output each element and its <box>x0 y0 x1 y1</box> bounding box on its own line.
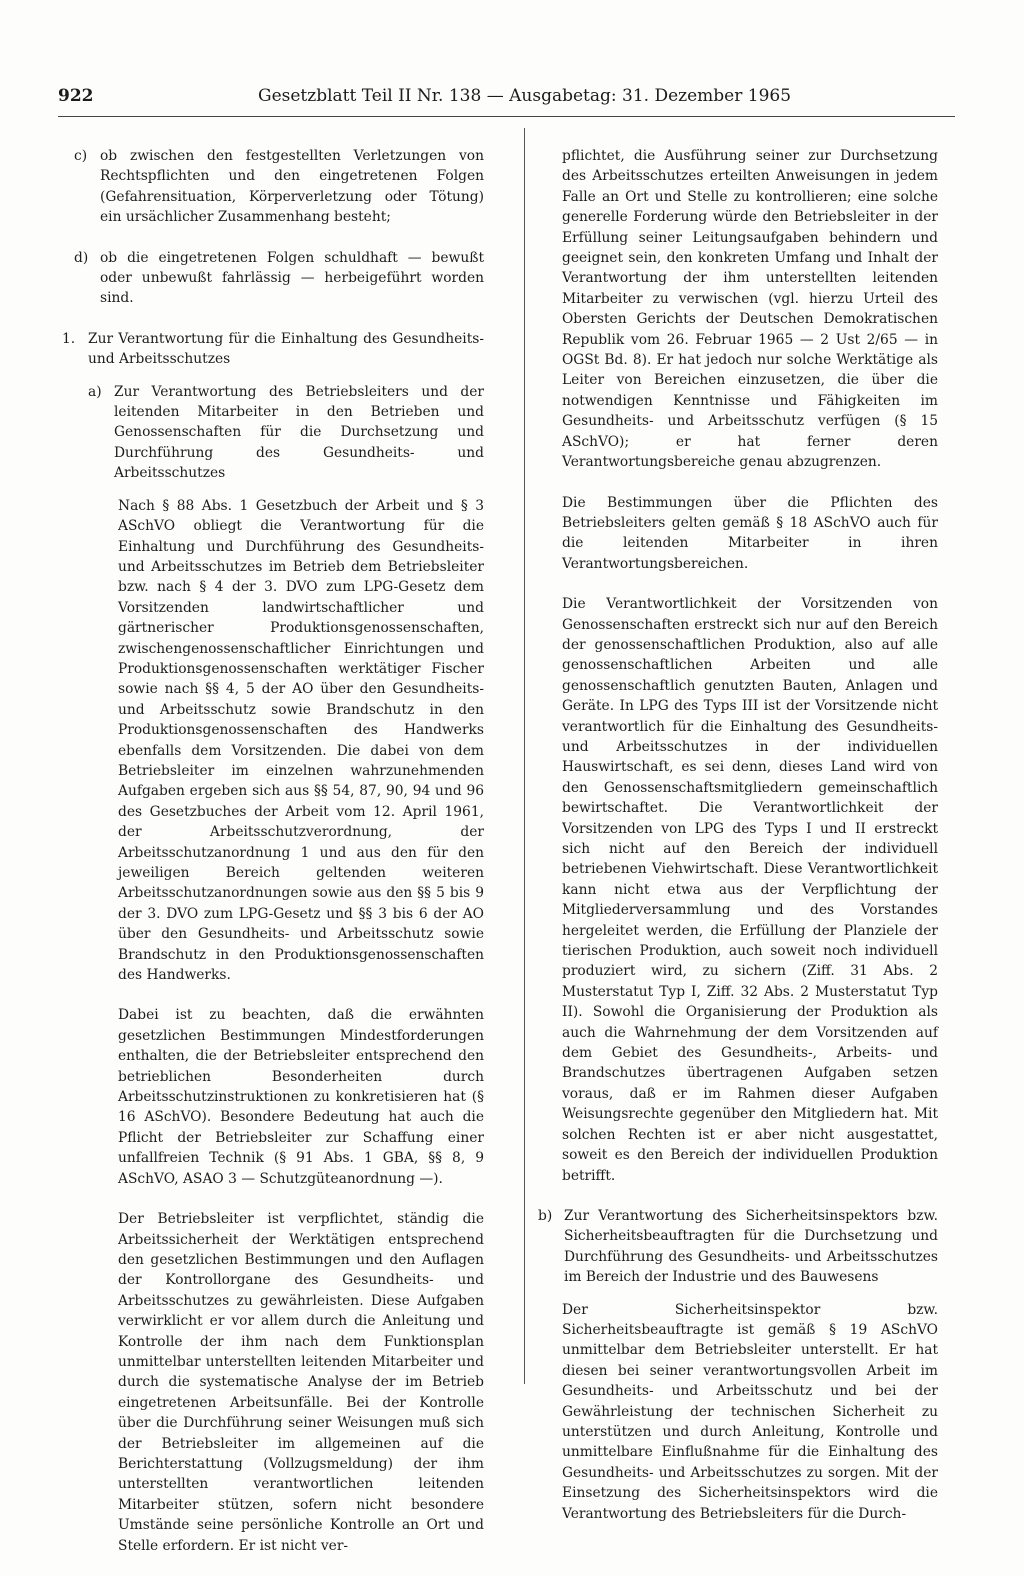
subsection-title: Zur Verantwortung des Betriebsleiters und der leitenden Mitarbeiter in den Betrieben und Genossenschaften für die Durchsetzung und Durchführung des Gesundheits- und Arbeitsschutzes <box>114 383 484 482</box>
left-column <box>62 146 484 1576</box>
subsection-title: Zur Verantwortung des Sicherheitsinspektors bzw. Sicherheitsbeauftragten für die Durchsetzung und Durchführung des Gesundheits- und Arbeitsschutzes im Bereich der Industrie und des Bauwesens <box>564 1207 938 1286</box>
section-marker: 1. <box>62 330 76 347</box>
subsection-heading-a <box>88 382 484 484</box>
paragraph: Die Bestimmungen über die Pflichten des Betriebsleiters gelten gemäß § 18 ASchVO auch für die leitenden Mitarbeiter in ihren Verantwortungsbereichen. <box>562 494 938 572</box>
paragraph: Die Verantwortlichkeit der Vorsitzenden von Genossenschaften erstreckt sich nur auf den Bereich der genossenschaftlichen Produktion, also auf alle genossenschaftlichen Arbeiten und alle genossenschaftlich genutzten Bauten, Anlagen und Geräte. In LPG des Typs III ist der Vorsitzende nicht verantwortlich für die Einhaltung des Gesundheits- und Arbeitsschutzes in der individuellen Hauswirtschaft, es sei denn, dieses Land wird von den Genossenschaftsmitgliedern gemeinschaftlich bewirtschaftet. Die Verantwortlichkeit der Vorsitzenden von LPG des Typs I und II erstreckt sich nicht auf den Bereich der individuell betriebenen Viehwirtschaft. Diese Verantwortlichkeit kann nicht etwa aus der Verpflichtung der Mitgliederversammlung und des Vorstandes hergeleitet werden, die Erfüllung der Planziele der tierischen Produktion, auch soweit noch individuell produziert wird, zu sichern (Ziff. 31 Abs. 2 Musterstatut Typ I, Ziff. 32 Abs. 2 Musterstatut Typ II). Sowohl die Organisierung der Produktion als auch die Wahrnehmung der dem Vorsitzenden auf dem Gebiet des Gesundheits-, Arbeits- und Brandschutzes übertragenen Aufgaben setzen voraus, daß er im Rahmen dieser Aufgaben Weisungsrechte gegenüber den Mitgliedern hat. Mit solchen Rechten ist er aber nicht ausgestattet, soweit es den Bereich der individuellen Produktion betrifft. <box>562 596 938 1184</box>
page-header <box>58 86 958 120</box>
running-head: Gesetzblatt Teil II Nr. 138 — Ausgabetag: 31. Dezember 1965 <box>258 86 792 106</box>
column-divider <box>524 128 525 1384</box>
header-rule <box>58 116 955 117</box>
right-column <box>538 146 938 1544</box>
list-item-d <box>62 248 484 309</box>
section-title: Zur Verantwortung für die Einhaltung des Gesundheits- und Arbeitsschutzes <box>88 330 484 368</box>
section-heading-1 <box>62 329 484 370</box>
item-marker: c) <box>74 148 88 164</box>
paragraph: Der Sicherheitsinspektor bzw. Sicherheitsbeauftragte ist gemäß § 19 ASchVO unmittelbar dem Betriebsleiter unterstellt. Er hat diesen bei seiner verantwortungsvollen Arbeit im Gesundheits- und Arbeitsschutz und bei der Gewährleistung der technischen Sicherheit zu unterstützen und durch Anleitung, Kontrolle und unmittelbare Einflußnahme für die Einhaltung des Gesundheits- und Arbeitsschutzes zu sorgen. Mit der Einsetzung des Sicherheitsinspektors wird die Verantwortung des Betriebsleiters für die Durch- <box>562 1301 938 1522</box>
paragraph: pflichtet, die Ausführung seiner zur Durchsetzung des Arbeitsschutzes erteilten Anweisungen in jedem Falle an Ort und Stelle zu kontrollieren; eine solche generelle Forderung würde den Betriebsleiter in der Erfüllung seiner Leitungsaufgaben behindern und geeignet sein, den konkreten Umfang und Inhalt der Verantwortung der ihm unterstellten leitenden Mitarbeiter zu verwischen (vgl. hierzu Urteil des Obersten Gerichts der Deutschen Demokratischen Republik vom 26. Februar 1965 — 2 Ust 2/65 — in OGSt Bd. 8). Er hat jedoch nur solche Werktätige als Leiter von Bereichen einzusetzen, die über die notwendigen Kenntnisse und Fähigkeiten im Gesundheits- und Arbeitsschutz verfügen (§ 15 ASchVO); er hat ferner deren Verantwortungsbereiche genau abzugrenzen. <box>562 148 938 471</box>
paragraph: Dabei ist zu beachten, daß die erwähnten gesetzlichen Bestimmungen Mindestforderungen enthalten, die der Betriebsleiter entsprechend den betrieblichen Besonderheiten durch Arbeitsschutzinstruktionen zu konkretisieren hat (§ 16 ASchVO). Besondere Bedeutung hat auch die Pflicht der Betriebsleiter zur Schaffung einer unfallfreien Technik (§ 91 Abs. 1 GBA, §§ 8, 9 ASchVO, ASAO 3 — Schutzgüteanordnung —). <box>118 1007 484 1187</box>
paragraph: Der Betriebsleiter ist verpflichtet, ständig die Arbeitssicherheit der Werktätigen entsprechend den gesetzlichen Bestimmungen und den Auflagen der Kontrollorgane des Gesundheits- und Arbeitsschutzes zu gewährleisten. Diese Aufgaben verwirklicht er vor allem durch die Anleitung und Kontrolle der ihm nach dem Funktionsplan unmittelbar unterstellten leitenden Mitarbeiter und durch die systematische Analyse der im Betrieb eingetretenen Arbeitsunfälle. Bei der Kontrolle über die Durchführung seiner Weisungen muß sich der Betriebsleiter im allgemeinen auf die Berichterstattung (Vollzugsmeldung) der ihm unterstellten verantwortlichen leitenden Mitarbeiter stützen, sofern nicht besondere Umstände seine persönliche Kontrolle an Ort und Stelle erfordern. Er ist nicht ver- <box>118 1211 484 1554</box>
page-number: 922 <box>58 86 94 106</box>
paragraph: Nach § 88 Abs. 1 Gesetzbuch der Arbeit und § 3 ASchVO obliegt die Verantwortung für die Einhaltung und Durchführung des Gesundheits- und Arbeitsschutzes im Betrieb dem Betriebsleiter bzw. nach § 4 der 3. DVO zum LPG-Gesetz dem Vorsitzenden landwirtschaftlicher und gärtnerischer Produktionsgenossenschaften, zwischengenossenschaftlicher Einrichtungen und Produktionsgenossenschaften werktätiger Fischer sowie nach §§ 4, 5 der AO über den Gesundheits- und Arbeitsschutz sowie Brandschutz in den Produktionsgenossenschaften des Handwerks ebenfalls dem Vorsitzenden. Die dabei von dem Betriebsleiter im einzelnen wahrzunehmenden Aufgaben ergeben sich aus §§ 54, 87, 90, 94 und 96 des Gesetzbuches der Arbeit vom 12. April 1961, der Arbeitsschutzverordnung, der Arbeitsschutzanordnung 1 und aus den für den jeweiligen Bereich geltenden weiteren Arbeitsschutzanordnungen sowie aus den §§ 5 bis 9 der 3. DVO zum LPG-Gesetz und §§ 3 bis 6 der AO über den Gesundheits- und Arbeitsschutz sowie Brandschutz in den Produktionsgenossenschaften des Handwerks. <box>118 497 484 984</box>
item-text: ob zwischen den festgestellten Verletzungen von Rechtspflichten und den eingetretenen Folgen (Gefahrensituation, Körperverletzung oder Tötung) ein ursächlicher Zusammenhang besteht; <box>100 148 484 226</box>
subsection-heading-b <box>538 1206 938 1288</box>
subsection-marker: a) <box>88 383 102 400</box>
subsection-marker: b) <box>538 1207 553 1224</box>
item-text: ob die eingetretenen Folgen schuldhaft — bewußt oder unbewußt fahrlässig — herbeigeführt worden sind. <box>100 249 484 307</box>
list-item-c <box>62 146 484 228</box>
item-marker: d) <box>74 249 89 266</box>
